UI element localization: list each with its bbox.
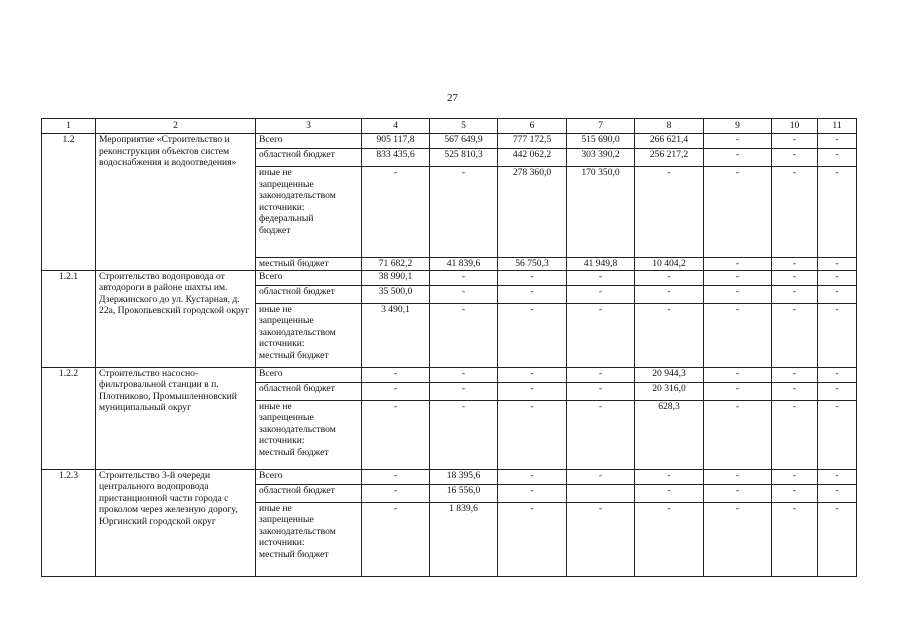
amount-cell: - xyxy=(772,285,818,303)
amount-cell: - xyxy=(567,270,635,285)
funding-source: Всего xyxy=(256,134,362,149)
page-number: 27 xyxy=(447,92,458,104)
amount-cell: - xyxy=(772,469,818,484)
item-number: 1.2.3 xyxy=(42,469,96,576)
funding-source-line: законодательством xyxy=(259,423,336,435)
amount-cell: 567 649,9 xyxy=(430,134,498,149)
amount-cell: - xyxy=(498,502,567,576)
amount-cell: - xyxy=(704,303,772,367)
amount-cell: 442 062,2 xyxy=(498,149,567,167)
funding-source: Всего xyxy=(256,367,362,382)
amount-cell: - xyxy=(362,400,430,469)
amount-cell: 256 217,2 xyxy=(635,149,704,167)
item-number: 1.2.2 xyxy=(42,367,96,469)
amount-cell: - xyxy=(567,382,635,400)
funding-source: областной бюджет xyxy=(256,149,362,167)
table-row xyxy=(42,469,857,484)
amount-cell: - xyxy=(704,270,772,285)
amount-cell: - xyxy=(635,270,704,285)
funding-source-line: источники: xyxy=(259,338,305,349)
amount-cell: - xyxy=(818,285,857,303)
funding-source: областной бюджет xyxy=(256,484,362,502)
amount-cell: - xyxy=(362,502,430,576)
item-number: 1.2 xyxy=(42,134,96,271)
funding-source xyxy=(256,303,362,367)
amount-cell: - xyxy=(704,167,772,258)
amount-cell: - xyxy=(704,484,772,502)
amount-cell: - xyxy=(635,502,704,576)
funding-source-line: запрещенные xyxy=(259,514,314,525)
amount-cell xyxy=(567,484,635,502)
measure-name: Мероприятие «Строительство и реконструкция объектов систем водоснабжения и водоотведения» xyxy=(96,134,256,271)
amount-cell: 20 316,0 xyxy=(635,382,704,400)
amount-cell: 628,3 xyxy=(635,400,704,469)
amount-cell: - xyxy=(430,270,498,285)
amount-cell: - xyxy=(498,367,567,382)
amount-cell: 525 810,3 xyxy=(430,149,498,167)
amount-cell: - xyxy=(498,270,567,285)
amount-cell: - xyxy=(818,149,857,167)
column-header: 3 xyxy=(256,119,362,134)
funding-source: областной бюджет xyxy=(256,285,362,303)
amount-cell: - xyxy=(772,367,818,382)
amount-cell: - xyxy=(704,258,772,271)
amount-cell: - xyxy=(772,270,818,285)
amount-cell: - xyxy=(635,484,704,502)
amount-cell: 1 839,6 xyxy=(430,502,498,576)
funding-source: Всего xyxy=(256,469,362,484)
amount-cell: 833 435,6 xyxy=(362,149,430,167)
amount-cell: - xyxy=(362,484,430,502)
amount-cell: - xyxy=(362,382,430,400)
amount-cell: - xyxy=(772,258,818,271)
amount-cell: - xyxy=(498,382,567,400)
amount-cell: - xyxy=(704,367,772,382)
funding-source: Всего xyxy=(256,270,362,285)
amount-cell: - xyxy=(567,400,635,469)
amount-cell: 777 172,5 xyxy=(498,134,567,149)
funding-source xyxy=(256,400,362,469)
amount-cell: - xyxy=(430,400,498,469)
funding-source-line: федеральный xyxy=(259,213,314,224)
amount-cell: - xyxy=(430,382,498,400)
funding-source-line: местный бюджет xyxy=(259,446,329,458)
amount-cell: 41 839,6 xyxy=(430,258,498,271)
amount-cell: - xyxy=(818,303,857,367)
amount-cell: 303 390,2 xyxy=(567,149,635,167)
column-header: 8 xyxy=(635,119,704,134)
amount-cell: - xyxy=(567,502,635,576)
amount-cell: 515 690,0 xyxy=(567,134,635,149)
item-number: 1.2.1 xyxy=(42,270,96,367)
amount-cell: - xyxy=(567,303,635,367)
funding-source-line: законодательством xyxy=(259,190,336,201)
amount-cell: - xyxy=(498,400,567,469)
amount-cell: 18 395,6 xyxy=(430,469,498,484)
amount-cell: - xyxy=(704,502,772,576)
amount-cell: - xyxy=(567,285,635,303)
amount-cell: - xyxy=(818,258,857,271)
amount-cell: 56 750,3 xyxy=(498,258,567,271)
column-header: 5 xyxy=(430,119,498,134)
measure-name: Строительство 3-й очереди центрального водопровода пристанционной части города с проколом через железную дорогу, Юргинский городской округ xyxy=(96,469,256,576)
table-row xyxy=(42,270,857,285)
amount-cell: 35 500,0 xyxy=(362,285,430,303)
amount-cell: - xyxy=(772,134,818,149)
amount-cell: 3 490,1 xyxy=(362,303,430,367)
amount-cell: - xyxy=(567,469,635,484)
amount-cell: - xyxy=(818,134,857,149)
column-header: 6 xyxy=(498,119,567,134)
amount-cell: - xyxy=(818,469,857,484)
funding-source: местный бюджет xyxy=(256,258,362,271)
amount-cell: 10 404,2 xyxy=(635,258,704,271)
amount-cell: - xyxy=(430,285,498,303)
funding-source-line: иные не xyxy=(259,303,292,315)
funding-source xyxy=(256,167,362,258)
amount-cell: - xyxy=(498,303,567,367)
table-body xyxy=(42,134,857,577)
amount-cell: - xyxy=(772,167,818,258)
column-header: 2 xyxy=(96,119,256,134)
funding-source-line: местный бюджет xyxy=(259,349,329,361)
amount-cell: - xyxy=(362,367,430,382)
amount-cell: - xyxy=(704,134,772,149)
measure-name: Строительство насосно-фильтровальной станции в п. Плотниково, Промышленновский муниципальный округ xyxy=(96,367,256,469)
amount-cell: 20 944,3 xyxy=(635,367,704,382)
funding-source-line: иные не xyxy=(259,167,292,178)
amount-cell: - xyxy=(772,382,818,400)
amount-cell: - xyxy=(818,367,857,382)
funding-source: областной бюджет xyxy=(256,382,362,400)
funding-source-line: запрещенные xyxy=(259,315,314,326)
amount-cell: 16 556,0 xyxy=(430,484,498,502)
amount-cell: - xyxy=(430,303,498,367)
amount-cell: - xyxy=(772,502,818,576)
funding-source-line: иные не xyxy=(259,400,292,412)
column-header: 4 xyxy=(362,119,430,134)
funding-source-line: иные не xyxy=(259,502,292,514)
amount-cell: 170 350,0 xyxy=(567,167,635,258)
funding-source-line: источники: xyxy=(259,537,305,548)
column-header: 7 xyxy=(567,119,635,134)
funding-source-line: законодательством xyxy=(259,525,336,537)
amount-cell: - xyxy=(818,484,857,502)
budget-table xyxy=(41,118,857,577)
table-row xyxy=(42,134,857,149)
amount-cell: 71 682,2 xyxy=(362,258,430,271)
table-row xyxy=(42,367,857,382)
column-header: 9 xyxy=(704,119,772,134)
amount-cell: - xyxy=(704,382,772,400)
amount-cell: - xyxy=(818,270,857,285)
column-header: 1 xyxy=(42,119,96,134)
amount-cell: - xyxy=(772,303,818,367)
amount-cell: - xyxy=(704,285,772,303)
funding-source-line: запрещенные xyxy=(259,178,314,190)
amount-cell: - xyxy=(704,149,772,167)
amount-cell: - xyxy=(498,484,567,502)
header-row xyxy=(42,119,857,134)
amount-cell: - xyxy=(635,167,704,258)
amount-cell: - xyxy=(362,167,430,258)
amount-cell: - xyxy=(818,400,857,469)
amount-cell: 38 990,1 xyxy=(362,270,430,285)
amount-cell: - xyxy=(635,303,704,367)
amount-cell: - xyxy=(818,502,857,576)
amount-cell: - xyxy=(567,367,635,382)
amount-cell: - xyxy=(772,400,818,469)
amount-cell: - xyxy=(430,167,498,258)
funding-source xyxy=(256,502,362,576)
amount-cell: - xyxy=(498,285,567,303)
amount-cell: - xyxy=(704,400,772,469)
amount-cell: - xyxy=(704,469,772,484)
funding-source-line: законодательством xyxy=(259,326,336,338)
amount-cell: 41 949,8 xyxy=(567,258,635,271)
amount-cell: - xyxy=(635,285,704,303)
amount-cell: - xyxy=(430,367,498,382)
funding-source-line: источники: xyxy=(259,201,305,213)
amount-cell: - xyxy=(498,469,567,484)
amount-cell: - xyxy=(772,484,818,502)
amount-cell: - xyxy=(362,469,430,484)
amount-cell: - xyxy=(772,149,818,167)
funding-source-line: запрещенные xyxy=(259,412,314,423)
column-header: 11 xyxy=(818,119,857,134)
funding-source-line: местный бюджет xyxy=(259,548,329,560)
amount-cell: 905 117,8 xyxy=(362,134,430,149)
funding-source-line: источники: xyxy=(259,435,305,446)
amount-cell: - xyxy=(635,469,704,484)
funding-source-line: бюджет xyxy=(259,224,291,236)
amount-cell: - xyxy=(818,167,857,258)
amount-cell: - xyxy=(818,382,857,400)
measure-name: Строительство водопровода от автодороги в районе шахты им. Дзержинского до ул. Кустарная, д. 22а, Прокопьевский городской округ xyxy=(96,270,256,367)
column-header: 10 xyxy=(772,119,818,134)
amount-cell: 266 621,4 xyxy=(635,134,704,149)
amount-cell: 278 360,0 xyxy=(498,167,567,258)
